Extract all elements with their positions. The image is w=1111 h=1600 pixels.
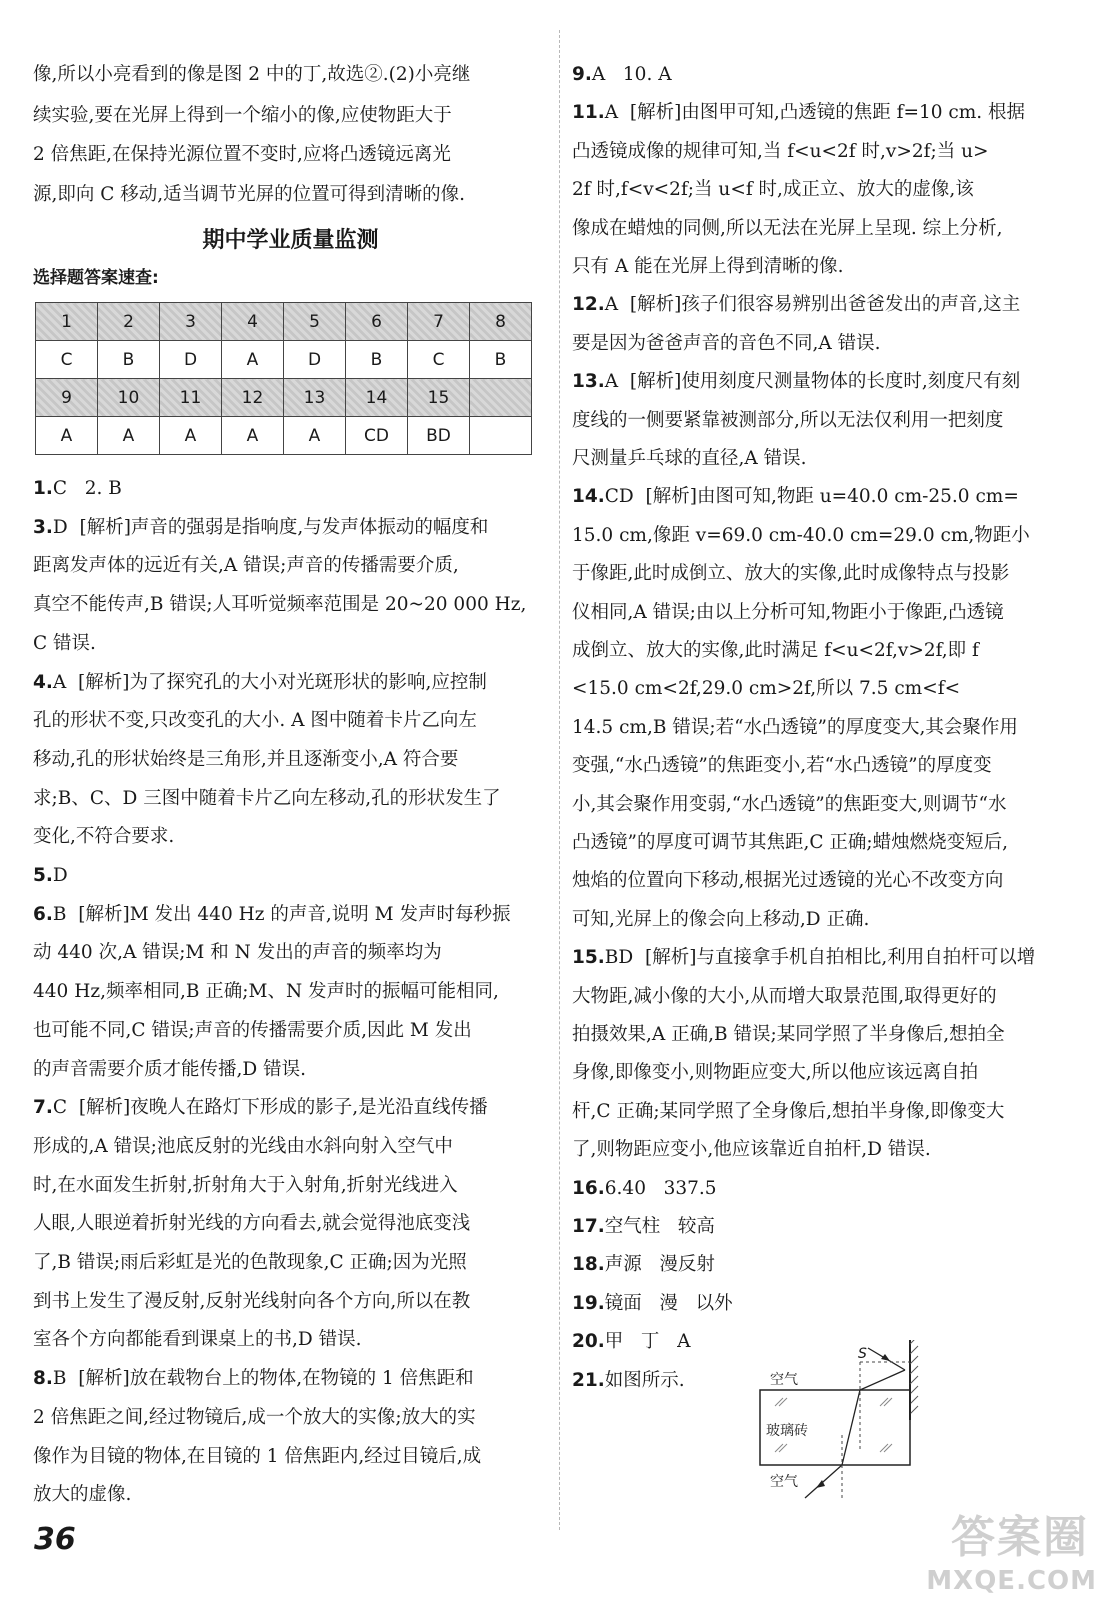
answer-line <box>572 869 1003 893</box>
question-number: 20. <box>572 1331 605 1353</box>
answer-text: 室各个方向都能看到课桌上的书,D 错误. <box>33 1329 362 1351</box>
answer-line <box>33 1290 470 1314</box>
answer-text: C 2. B <box>52 478 122 499</box>
answer-line <box>33 516 488 540</box>
answer-text: 的声音需要介质才能传播,D 错误. <box>33 1058 306 1080</box>
answer-row <box>36 341 532 379</box>
answer-text: 于像距,此时成倒立、放大的实像,此时成像特点与投影 <box>572 563 1010 585</box>
answer-line <box>33 787 501 811</box>
answer-text: 尺测量乒乓球的直径,A 错误. <box>572 448 807 469</box>
answer-text: 像成在蜡烛的同侧,所以无法在光屏上呈现. 综上分析, <box>572 217 1003 239</box>
answer-text: 变化,不符合要求. <box>33 826 175 848</box>
question-number: 9. <box>572 64 592 85</box>
answer-text: 仪相同,A 错误;由以上分析可知,物距小于像距,凸透镜 <box>572 601 1004 623</box>
answer-line <box>33 1135 453 1159</box>
answer-line <box>572 63 672 87</box>
answer-line <box>33 1096 488 1120</box>
answer-text: 了,B 错误;雨后彩虹是光的色散现象,C 正确;因为光照 <box>33 1252 467 1273</box>
question-number: 7. <box>33 1097 53 1119</box>
table-cell: 6 <box>346 303 408 341</box>
question-number: 8. <box>33 1368 53 1390</box>
table-cell: 14 <box>346 379 408 417</box>
table-cell: 4 <box>222 303 284 341</box>
table-cell: 7 <box>408 303 470 341</box>
answer-text: B [解析]M 发出 440 Hz 的声音,说明 M 发声时每秒振 <box>52 903 511 925</box>
answer-text: 动 440 次,A 错误;M 和 N 发出的声音的频率均为 <box>33 942 442 964</box>
table-cell: D <box>284 341 346 379</box>
answer-text: 变强,“水凸透镜”的焦距变小,若“水凸透镜”的厚度变 <box>572 755 992 777</box>
table-cell: B <box>470 341 532 379</box>
answer-line <box>572 1061 978 1085</box>
answer-text: B [解析]放在载物台上的物体,在物镜的 1 倍焦距和 <box>52 1368 474 1390</box>
answer-text: 烛焰的位置向下移动,根据光过透镜的光心不改变方向 <box>572 870 1004 892</box>
answer-text: 身像,即像变小,则物距应变大,所以他应该远离自拍 <box>572 1062 979 1084</box>
table-cell: 2 <box>98 303 160 341</box>
answer-line <box>572 1215 715 1239</box>
answer-text: 孔的形状不变,只改变孔的大小. A 图中随着卡片乙向左 <box>33 710 477 732</box>
answer-line <box>572 946 1035 970</box>
answer-text: A [解析]为了探究孔的大小对光斑形状的影响,应控制 <box>52 671 487 693</box>
air-label-bottom: 空气 <box>770 1474 798 1490</box>
answer-text: 成倒立、放大的实像,此时满足 f<u<2f,v>2f,即 f <box>572 640 979 661</box>
answer-text: 空气柱 较高 <box>604 1216 715 1237</box>
table-cell <box>470 379 532 417</box>
watermark-logo: 答案圈 MXQE.COM <box>926 1512 1097 1596</box>
answer-line <box>572 409 1003 433</box>
answer-line <box>33 477 122 501</box>
answer-line <box>33 903 510 927</box>
question-number: 21. <box>572 1369 605 1391</box>
section-title: 期中学业质量监测 <box>202 228 379 253</box>
table-cell: 3 <box>160 303 222 341</box>
answer-line <box>572 908 869 932</box>
answer-text: 拍摄效果,A 正确,B 错误;某同学照了半身像后,想拍全 <box>572 1024 1005 1045</box>
table-cell: A <box>222 417 284 455</box>
mirror-hatch <box>910 1340 918 1414</box>
question-number: 1. <box>33 478 53 499</box>
answer-text: 也可能不同,C 错误;声音的传播需要介质,因此 M 发出 <box>33 1019 472 1041</box>
question-number: 6. <box>33 903 53 925</box>
table-cell: A <box>36 417 98 455</box>
answer-text: C 错误. <box>33 632 96 654</box>
answer-line <box>33 1445 481 1469</box>
text-line: 像,所以小亮看到的像是图 2 中的丁,故选②.(2)小亮继 <box>33 64 471 85</box>
answer-line <box>572 677 960 701</box>
answer-line <box>572 293 1020 317</box>
answer-text: <15.0 cm<2f,29.0 cm>2f,所以 7.5 cm<f< <box>572 678 961 700</box>
answer-line <box>572 1023 1005 1047</box>
table-cell: A <box>98 417 160 455</box>
answer-line <box>572 601 1004 625</box>
answer-line <box>572 217 1003 241</box>
answer-text: 放大的虚像. <box>33 1484 132 1506</box>
answer-text: 移动,孔的形状始终是三角形,并且逐渐变小,A 符合要 <box>33 748 459 770</box>
answer-text: 只有 A 能在光屏上得到清晰的像. <box>572 256 844 277</box>
refracted-ray <box>842 1390 860 1465</box>
answer-line <box>572 140 989 164</box>
answer-text: 度线的一侧要紧靠被测部分,所以无法仅利用一把刻度 <box>572 409 1004 431</box>
table-cell: CD <box>346 417 408 455</box>
text-line: 续实验,要在光屏上得到一个缩小的像,应使物距大于 <box>33 105 452 126</box>
answer-text: A [解析]孩子们很容易辨别出爸爸发出的声音,这主 <box>604 294 1021 316</box>
answer-line <box>572 1138 931 1162</box>
question-number: 14. <box>572 486 605 508</box>
table-cell: 9 <box>36 379 98 417</box>
question-number: 11. <box>572 102 605 124</box>
table-cell: B <box>98 341 160 379</box>
answer-text: D [解析]声音的强弱是指响度,与发声体振动的幅度和 <box>52 516 489 538</box>
answer-text: 杆,C 正确;某同学照了全身像后,想拍半身像,即像变大 <box>572 1100 1005 1122</box>
answer-line <box>33 709 477 733</box>
answer-line <box>33 1058 306 1082</box>
arrow-head <box>881 1354 890 1361</box>
source-label: S <box>858 1346 867 1362</box>
answer-line <box>572 524 1030 548</box>
answer-line <box>33 554 459 578</box>
answer-line <box>572 716 1018 740</box>
answer-line <box>572 101 1025 125</box>
question-number: 15. <box>572 947 605 969</box>
question-number: 18. <box>572 1254 605 1276</box>
answer-text: A 10. A <box>591 64 672 85</box>
table-cell: B <box>346 341 408 379</box>
answer-text: 如图所示. <box>604 1369 685 1391</box>
question-number: 4. <box>33 671 53 693</box>
answer-line <box>572 1100 1004 1124</box>
answer-text: 距离发声体的远近有关,A 错误;声音的传播需要介质, <box>33 555 459 577</box>
answer-number-row <box>36 379 532 417</box>
answer-line <box>572 1369 685 1393</box>
answer-text: D <box>52 865 68 886</box>
answer-line <box>572 255 844 279</box>
table-cell: C <box>408 341 470 379</box>
table-cell <box>470 417 532 455</box>
answer-text: 2 倍焦距之间,经过物镜后,成一个放大的实像;放大的实 <box>33 1406 476 1428</box>
answer-text: 求;B、C、D 三图中随着卡片乙向左移动,孔的形状发生了 <box>33 787 501 809</box>
question-number: 12. <box>572 294 605 316</box>
answer-line <box>33 980 499 1004</box>
table-cell: 11 <box>160 379 222 417</box>
answer-text: A [解析]由图甲可知,凸透镜的焦距 f=10 cm. 根据 <box>604 102 1026 124</box>
answer-line <box>572 985 997 1009</box>
answer-text: 形成的,A 错误;池底反射的光线由水斜向射入空气中 <box>33 1135 453 1157</box>
reflected-ray <box>860 1370 905 1390</box>
answer-text: 15.0 cm,像距 v=69.0 cm-40.0 cm=29.0 cm,物距小 <box>572 524 1030 546</box>
answer-text: 440 Hz,频率相同,B 正确;M、N 发声时的振幅可能相同, <box>33 981 499 1003</box>
answer-line <box>33 1251 467 1275</box>
question-number: 3. <box>33 516 53 538</box>
answer-text: 镜面 漫 以外 <box>604 1292 733 1314</box>
answer-text: 了,则物距应变小,他应该靠近自拍杆,D 错误. <box>572 1139 931 1161</box>
answer-line <box>572 1177 717 1201</box>
question-number: 13. <box>572 371 605 393</box>
quick-check-label: 选择题答案速查: <box>33 268 159 288</box>
table-cell: 15 <box>408 379 470 417</box>
answer-text: 2f 时,f<v<2f;当 u<f 时,成正立、放大的虚像,该 <box>572 179 974 201</box>
answer-text: 凸透镜”的厚度可调节其焦距,C 正确;蜡烛燃烧变短后, <box>572 832 1008 853</box>
answer-line <box>572 178 974 202</box>
table-cell: 12 <box>222 379 284 417</box>
question-number: 5. <box>33 865 53 886</box>
table-cell: 8 <box>470 303 532 341</box>
answer-line <box>572 1292 733 1316</box>
answer-text: 人眼,人眼逆着折射光线的方向看去,就会觉得池底变浅 <box>33 1213 471 1235</box>
answer-text: 甲 丁 A <box>604 1331 691 1353</box>
table-cell: 10 <box>98 379 160 417</box>
answer-line <box>33 1212 470 1236</box>
answer-line <box>33 864 68 888</box>
answer-line <box>33 825 174 849</box>
question-number: 17. <box>572 1216 605 1237</box>
answer-line <box>572 485 1019 509</box>
answer-text: 可知,光屏上的像会向上移动,D 正确. <box>572 908 870 930</box>
answer-line <box>572 1330 690 1354</box>
answer-line <box>572 370 1020 394</box>
table-cell: A <box>284 417 346 455</box>
page-number: 36 <box>34 1522 76 1557</box>
table-cell: 13 <box>284 379 346 417</box>
answer-line <box>33 1406 476 1430</box>
answer-line <box>572 793 1007 817</box>
table-cell: 5 <box>284 303 346 341</box>
answer-line <box>33 593 526 617</box>
answer-line <box>572 1253 715 1277</box>
table-cell: BD <box>408 417 470 455</box>
answer-line <box>33 1483 131 1507</box>
answer-line <box>572 332 881 356</box>
answer-line <box>572 562 1009 586</box>
question-number: 19. <box>572 1292 605 1314</box>
text-line: 源,即向 C 移动,适当调节光屏的位置可得到清晰的像. <box>33 184 466 205</box>
answer-text: 14.5 cm,B 错误;若“水凸透镜”的厚度变大,其会聚作用 <box>572 716 1018 738</box>
answer-line <box>572 754 992 778</box>
answer-text: 6.40 337.5 <box>604 1177 717 1199</box>
answer-text: 真空不能传声,B 错误;人耳听觉频率范围是 20~20 000 Hz, <box>33 594 527 616</box>
answer-line <box>33 1019 472 1043</box>
table-cell: A <box>222 341 284 379</box>
answer-line <box>33 671 487 695</box>
answer-line <box>33 941 442 965</box>
answer-line <box>572 831 1008 855</box>
answer-text: CD [解析]由图可知,物距 u=40.0 cm-25.0 cm= <box>604 486 1019 508</box>
table-cell: C <box>36 341 98 379</box>
answer-line <box>33 1174 458 1198</box>
table-cell: 1 <box>36 303 98 341</box>
exit-ray <box>805 1465 842 1498</box>
answer-text: 到书上发生了漫反射,反射光线射向各个方向,所以在教 <box>33 1290 471 1312</box>
answer-row <box>36 417 532 455</box>
column-divider <box>559 30 560 1530</box>
answer-line <box>572 447 807 471</box>
answer-line <box>33 1328 361 1352</box>
text-line: 2 倍焦距,在保持光源位置不变时,应将凸透镜远离光 <box>33 144 451 165</box>
glass-label: 玻璃砖 <box>766 1423 808 1439</box>
answer-line <box>33 632 96 656</box>
answer-line <box>33 748 458 772</box>
answer-text: C [解析]夜晚人在路灯下形成的影子,是光沿直线传播 <box>52 1097 488 1119</box>
answer-text: 凸透镜成像的规律可知,当 f<u<2f 时,v>2f;当 u> <box>572 140 989 162</box>
answer-text: 像作为目镜的物体,在目镜的 1 倍焦距内,经过目镜后,成 <box>33 1445 482 1467</box>
air-label-top: 空气 <box>770 1372 798 1388</box>
answer-text: 时,在水面发生折射,折射角大于入射角,折射光线进入 <box>33 1174 458 1196</box>
answer-text: 大物距,减小像的大小,从而增大取景范围,取得更好的 <box>572 985 997 1007</box>
question-number: 16. <box>572 1177 605 1199</box>
answer-text: 要是因为爸爸声音的音色不同,A 错误. <box>572 332 881 354</box>
answer-number-row <box>36 303 532 341</box>
table-cell: A <box>160 417 222 455</box>
answer-text: BD [解析]与直接拿手机自拍相比,利用自拍杆可以增 <box>604 947 1036 969</box>
answer-line <box>572 639 979 663</box>
answer-text: A [解析]使用刻度尺测量物体的长度时,刻度尺有刻 <box>604 371 1021 393</box>
refraction-diagram <box>750 1340 920 1510</box>
answer-text: 小,其会聚作用变弱,“水凸透镜”的焦距变大,则调节“水 <box>572 793 1007 815</box>
answer-line <box>33 1367 474 1391</box>
table-cell: D <box>160 341 222 379</box>
answer-text: 声源 漫反射 <box>604 1254 715 1276</box>
answer-table <box>35 302 532 455</box>
